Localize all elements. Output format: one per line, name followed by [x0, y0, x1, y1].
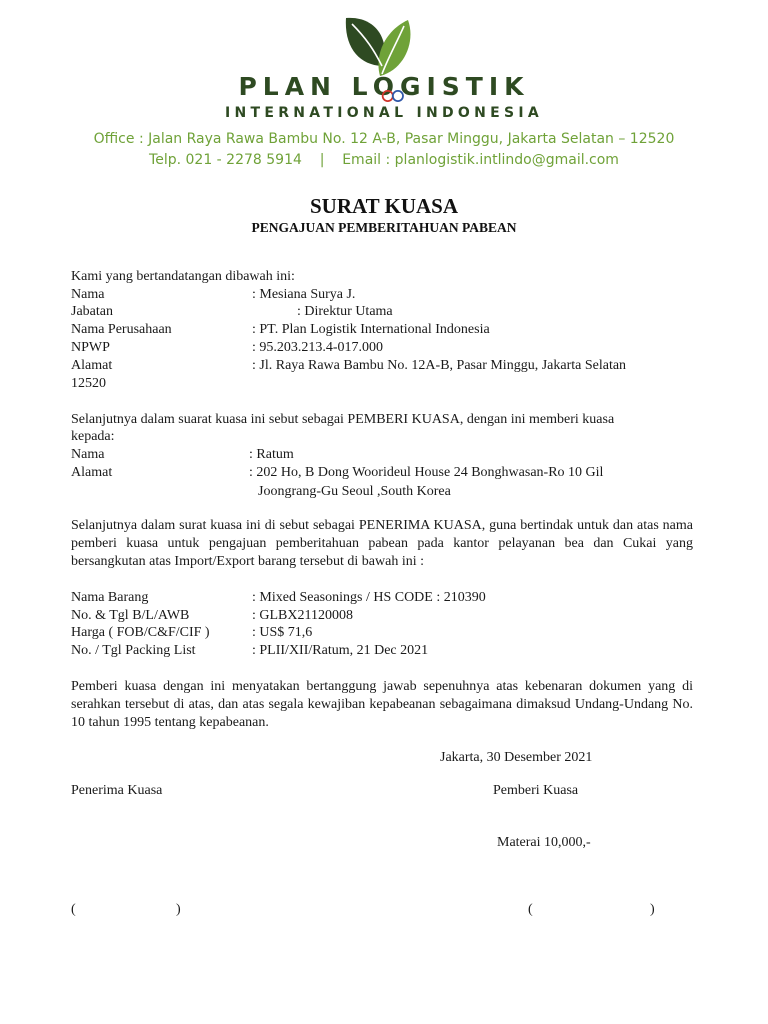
brand-o-letter: O [372, 72, 400, 101]
giver-signature-close: ) [650, 902, 655, 917]
grantor-perusahaan-label: Nama Perusahaan [71, 322, 172, 337]
grantor-alamat-continuation: 12520 [71, 376, 106, 391]
contact-info: Telp. 021 - 2278 5914 | Email : planlogistik.intlindo@gmail.com [149, 152, 619, 168]
grantor-alamat-value: : Jl. Raya Rawa Bambu No. 12A-B, Pasar Minggu, Jakarta Selatan [252, 358, 627, 373]
paragraph-pemberi-kuasa-cont: kepada: [71, 429, 115, 444]
goods-harga-label: Harga ( FOB/C&F/CIF ) [71, 625, 210, 640]
receiver-label: Penerima Kuasa [71, 783, 163, 798]
intro-line: Kami yang bertandatangan dibawah ini: [71, 269, 295, 284]
document-title: SURAT KUASA [309, 194, 458, 218]
goods-barang-label: Nama Barang [71, 590, 149, 605]
grantor-npwp-value: : 95.203.213.4-017.000 [252, 340, 384, 355]
grantee-nama-label: Nama [71, 447, 105, 462]
office-address: Office : Jalan Raya Rawa Bambu No. 12 A-B, Pasar Minggu, Jakarta Selatan – 12520 [93, 131, 675, 147]
grantor-nama-label: Nama [71, 287, 105, 302]
goods-packing-value: : PLII/XII/Ratum, 21 Dec 2021 [252, 643, 429, 658]
goods-bl-label: No. & Tgl B/L/AWB [71, 608, 190, 623]
grantor-npwp-label: NPWP [71, 340, 110, 355]
company-brand-name: PLAN LOGISTIK [238, 72, 530, 101]
logo-circles-icon [380, 88, 410, 104]
goods-barang-value: : Mixed Seasonings / HS CODE : 210390 [252, 590, 486, 605]
grantee-nama-value: : Ratum [249, 447, 294, 462]
company-leaf-logo [340, 14, 414, 80]
giver-label: Pemberi Kuasa [493, 783, 579, 798]
paragraph-penerima-kuasa: Selanjutnya dalam surat kuasa ini di sebut sebagai PENERIMA KUASA, guna bertindak untuk dan atas nama pemberi kuasa untuk pengajuan pemberitahuan pabean pada kantor pelayanan bea dan Cukai yang bersangkutan atas Import/Export barang tersebut di bawah ini : [71, 518, 693, 569]
grantor-perusahaan-value: : PT. Plan Logistik International Indonesia [252, 322, 490, 337]
receiver-signature-open: ( [71, 902, 76, 917]
grantee-alamat-label: Alamat [71, 465, 113, 480]
grantor-jabatan-value: : Direktur Utama [297, 304, 393, 319]
paragraph-pernyataan: Pemberi kuasa dengan ini menyatakan bertanggung jawab sepenuhnya atas kebenaran dokumen yang di serahkan tersebut di atas, dan atas segala kewajiban kepabeanan sebagaimana dimaksud Undang-Undang No. 10 tahun 1995 tentang kepabeanan. [71, 679, 693, 730]
document-subtitle: PENGAJUAN PEMBERITAHUAN PABEAN [251, 220, 517, 235]
grantee-alamat-continuation: Joongrang-Gu Seoul ,South Korea [258, 484, 451, 499]
goods-harga-value: : US$ 71,6 [252, 625, 313, 640]
goods-packing-label: No. / Tgl Packing List [71, 643, 196, 658]
receiver-signature-close: ) [176, 902, 181, 917]
place-date: Jakarta, 30 Desember 2021 [440, 750, 593, 765]
giver-signature-open: ( [528, 902, 533, 917]
paragraph-pemberi-kuasa: Selanjutnya dalam suarat kuasa ini sebut sebagai PEMBERI KUASA, dengan ini memberi kuasa [71, 412, 615, 427]
grantee-alamat-value: : 202 Ho, B Dong Woorideul House 24 Bonghwasan-Ro 10 Gil [249, 465, 604, 480]
company-brand-subtitle: INTERNATIONAL INDONESIA [224, 105, 544, 121]
goods-bl-value: : GLBX21120008 [252, 608, 353, 623]
grantor-alamat-label: Alamat [71, 358, 113, 373]
grantor-nama-value: : Mesiana Surya J. [252, 287, 356, 302]
stamp-duty-note: Materai 10,000,- [497, 835, 591, 850]
grantor-jabatan-label: Jabatan [71, 304, 113, 319]
